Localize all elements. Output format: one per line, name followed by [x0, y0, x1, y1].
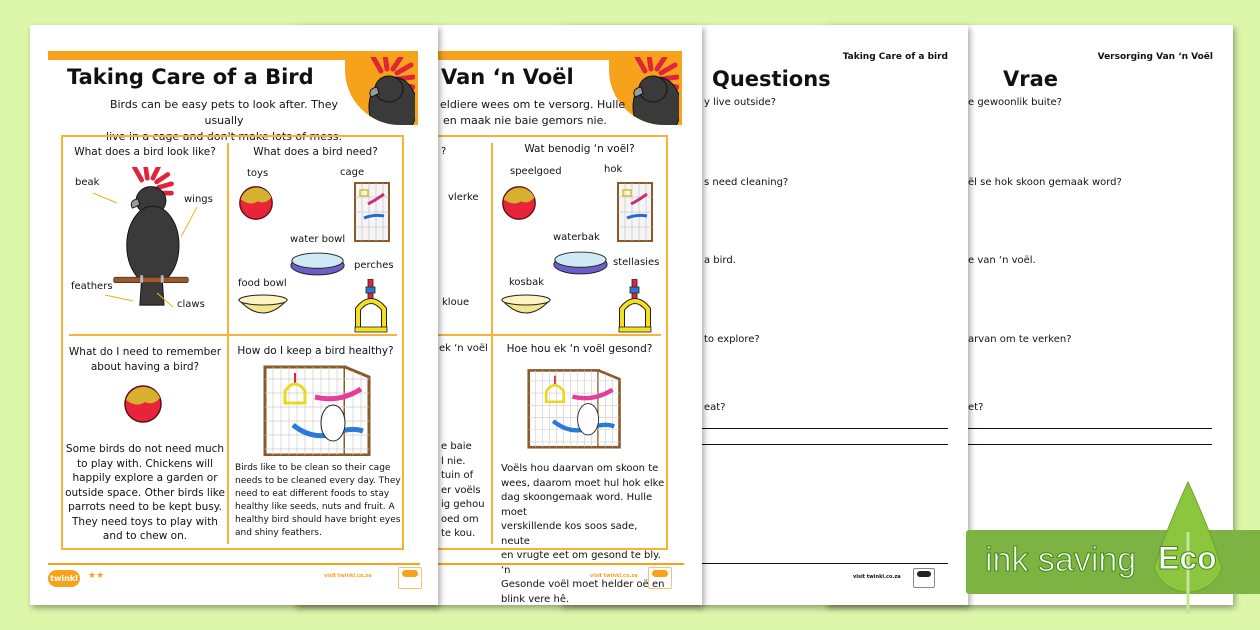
ball-icon [501, 185, 537, 221]
cage-icon [617, 182, 653, 242]
water-bowl-icon [289, 250, 346, 277]
question-text: eat? [704, 402, 726, 413]
question-text: arvan om te verken? [968, 334, 1072, 345]
label-claws: claws [177, 299, 205, 310]
need-heading: Wat benodig ‘n voël? [524, 143, 635, 155]
label-wings: vlerke [448, 192, 479, 203]
cage-with-bird-icon [263, 363, 373, 456]
twinkl-badge-icon [398, 567, 422, 589]
label-water-bowl: waterbak [553, 232, 600, 243]
food-bowl-icon [500, 292, 552, 320]
question-text: e gewoonlik buite? [968, 97, 1062, 108]
page-title: Taking Care of a Bird [67, 65, 314, 89]
label-beak: beak [75, 177, 100, 188]
question-text: y live outside? [704, 97, 777, 108]
parrot-head-icon [355, 57, 415, 125]
footer-line [48, 563, 420, 565]
label-water-bowl: water bowl [290, 234, 346, 245]
water-bowl-icon [552, 249, 609, 276]
intro-text: Birds can be easy pets to look after. They usually live in a cage and don't make lots of mess. [106, 98, 342, 143]
page-header: Versorging Van ‘n Voël [1097, 52, 1213, 62]
info-grid [61, 135, 404, 550]
label-claws: kloue [442, 297, 470, 308]
perch-icon [618, 279, 652, 333]
cage-with-bird-icon [527, 361, 623, 454]
cage-icon [354, 182, 390, 242]
visit-link[interactable]: visit twinkl.co.za [590, 573, 638, 579]
label-toys: speelgoed [510, 166, 562, 177]
twinkl-badge-icon [648, 567, 672, 589]
healthy-heading: Hoe hou ek ‘n voël gesond? [506, 343, 653, 355]
question-text: a bird. [704, 255, 736, 266]
question-text: to explore? [704, 334, 760, 345]
twinkl-badge-icon [913, 568, 935, 588]
visit-link[interactable]: visit twinkl.co.za [853, 574, 901, 580]
question-text: et? [968, 402, 984, 413]
question-text: s need cleaning? [704, 177, 789, 188]
label-toys: toys [247, 168, 269, 179]
label-perches: perches [354, 260, 394, 271]
difficulty-stars: ★★ [88, 571, 105, 581]
page-header: Taking Care of a bird [842, 52, 948, 62]
look-heading-fragment: ? [441, 146, 447, 157]
worksheet-page-english [30, 25, 438, 605]
food-bowl-icon [237, 292, 289, 320]
healthy-text: Birds like to be clean so their cage needs to be cleaned every day. They need to eat different foods to stay healthy like seeds, nuts and fruit. A healthy bird should have bright eyes and shiny feathers. [235, 463, 401, 538]
intro-text: eldiere wees om te versorg. Hulle [440, 98, 626, 111]
label-cage: cage [340, 167, 365, 178]
intro-text: en maak nie baie gemors nie. [443, 114, 607, 127]
remember-heading-fragment: ek ‘n voël [439, 343, 488, 354]
question-text: e van ‘n voël. [968, 255, 1036, 266]
healthy-heading: How do I keep a bird healthy? [237, 345, 394, 357]
eco-label: Eco [1158, 540, 1217, 576]
page-title: Vrae [1003, 67, 1059, 91]
parrot-head-icon [619, 57, 679, 125]
healthy-text: Voëls hou daarvan om skoon te wees, daarom moet hul hok elke dag skoongemaak word. Hulle moet verskillende kos soos sade, neute en vrugte eet om gesond te bly. ‘n Gesonde voël moet helder oë en blink vere hê. [501, 463, 665, 605]
ball-icon [238, 185, 274, 221]
label-feathers: feathers [71, 281, 113, 292]
look-heading: What does a bird look like? [74, 146, 216, 158]
visit-link[interactable]: visit twinkl.co.za [324, 573, 372, 579]
label-food-bowl: food bowl [238, 278, 287, 289]
page-title: Van ‘n Voël [441, 65, 574, 89]
label-food-bowl: kosbak [509, 277, 545, 288]
remember-text: Some birds do not need much to play with. Chickens will happily explore a garden or outside space. Other birds like parrots need to be kept busy. They need toys to play with and to chew on. [65, 443, 225, 542]
page-title: Questions [712, 67, 831, 91]
remember-heading: What do I need to remember about having a bird? [68, 346, 222, 373]
label-wings: wings [184, 194, 213, 205]
header-corner [345, 51, 418, 125]
perch-icon [354, 279, 388, 333]
remember-text-fragments: e baie l nie. tuin of er voëls ig gehou oed om te kou. [441, 441, 485, 539]
header-corner [609, 51, 682, 125]
need-heading: What does a bird need? [253, 146, 378, 158]
question-text: ël se hok skoon gemaak word? [968, 177, 1122, 188]
label-perches: stellasies [613, 257, 660, 268]
ball-icon [123, 384, 163, 424]
ink-saving-label: ink saving [985, 541, 1137, 579]
twinkl-logo: twinkl [48, 570, 80, 587]
label-cage: hok [604, 164, 623, 175]
